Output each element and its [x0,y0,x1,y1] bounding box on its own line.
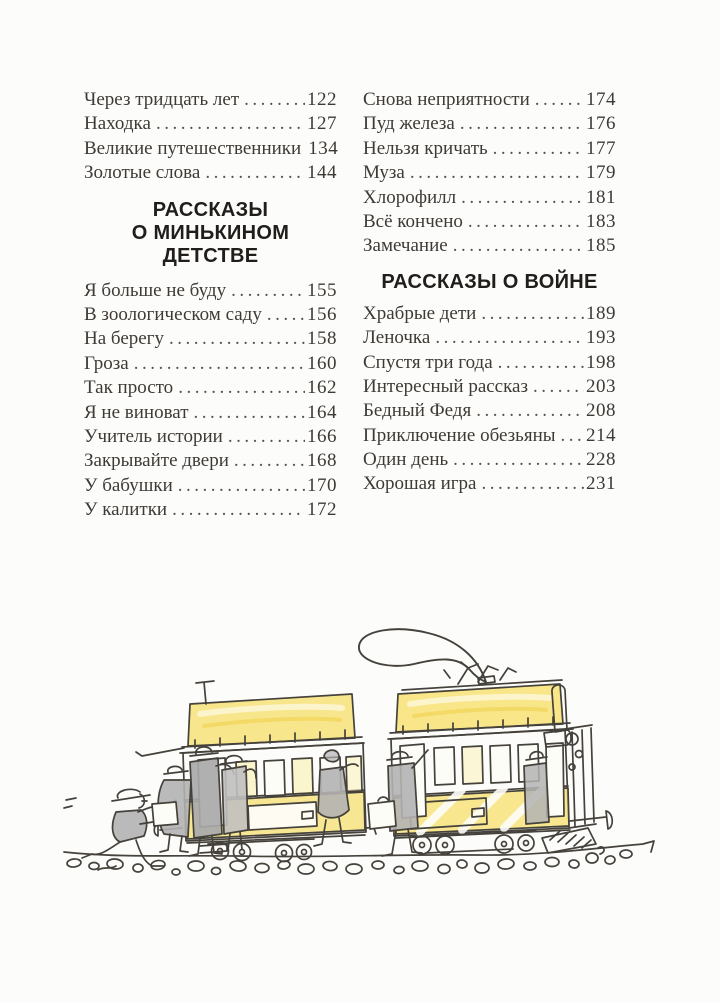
dot-leader [234,449,305,473]
toc-entry-title: Муза [363,162,405,184]
toc-entry-page: 122 [307,89,337,110]
toc-entry-title: Интересный рассказ [363,375,528,397]
toc-entry-title: Бедный Федя [363,400,472,422]
dot-leader [205,161,305,185]
toc-entry-title: Гроза [84,352,129,374]
toc-entry [84,88,337,112]
toc-entry [84,401,337,425]
toc-entry [84,137,337,161]
trolley-wire-loop [359,629,486,682]
toc-entry-title: В зоологическом саду [84,303,262,325]
toc-entry [84,303,337,327]
toc-entry-title: Пуд железа [363,113,455,135]
toc-entry [84,161,337,185]
toc-entry [363,448,616,472]
dot-leader [453,448,584,472]
toc-entry [363,88,616,112]
dot-leader [468,210,584,234]
dot-leader [561,424,584,448]
toc-entry [84,279,337,303]
toc-right-column [363,88,616,522]
toc-entry [363,326,616,350]
toc-entry [84,425,337,449]
toc-entry-page: 231 [586,473,616,495]
toc-entry-page: 181 [586,186,616,208]
toc-entry-title: Спустя три года [363,351,493,373]
dot-leader [156,112,305,136]
dot-leader [476,399,584,423]
section-heading-line: РАССКАЗЫ [152,198,269,221]
toc-entry [363,234,616,258]
toc-entry [363,375,616,399]
pantograph [444,662,516,684]
toc-entry [84,474,337,498]
toc-entry-title: Великие путешественники [84,137,302,159]
dot-leader [231,279,305,303]
toc-entry-page: 127 [307,113,337,135]
dot-leader [178,474,305,498]
toc-entry-page: 203 [586,375,616,397]
cobblestone-track [64,841,654,875]
toc-entry-title: У бабушки [84,474,173,496]
section-heading-line: О МИНЬКИНОМ ДЕТСТВЕ [131,221,290,267]
dot-leader [172,498,305,522]
toc-entry-title: Хорошая игра [363,473,477,495]
toc-entry-title: Я не виноват [84,401,189,423]
toc-entry [84,449,337,473]
toc-entry-title: Так просто [84,377,174,399]
toc-entry-title: Всё кончено [363,210,463,232]
toc-entry-title: Нельзя кричать [363,137,488,159]
dot-leader [178,376,305,400]
section-heading-war-stories: РАССКАЗЫ О ВОЙНЕ [381,270,598,293]
toc-entry [84,352,337,376]
toc-entry-page: 158 [307,328,337,350]
toc-entry-page: 208 [586,400,616,422]
dot-leader [461,186,584,210]
toc-entry [363,424,616,448]
toc-entry-page: 144 [307,162,337,184]
front-platform [565,725,596,828]
toc-entry-page: 166 [307,425,337,447]
dot-leader [435,326,584,350]
toc-entry [363,351,616,375]
toc-entry [84,498,337,522]
dot-leader [267,303,305,327]
toc-entry [363,161,616,185]
toc-entry-page: 170 [307,474,337,496]
toc-entry [363,137,616,161]
toc-entry [363,302,616,326]
toc-entry-title: Храбрые дети [363,302,477,324]
toc-entry [363,186,616,210]
section-heading-minka-childhood [84,199,337,268]
toc-entry-page: 172 [307,499,337,521]
suitcase [368,801,396,829]
toc-entry-title: Закрывайте двери [84,450,229,472]
toc-entry-title: Я больше не буду [84,279,227,301]
toc-entry-title: Снова неприятности [363,89,530,110]
dot-leader [460,112,584,136]
toc-entry-page: 185 [586,235,616,257]
toc-entry-page: 176 [586,113,616,135]
table-of-contents [84,88,616,522]
toc-entry-page: 164 [307,401,337,423]
dot-leader [410,161,584,185]
dot-leader [134,352,305,376]
dot-leader [228,425,305,449]
dot-leader [535,88,584,112]
toc-entry-title: Находка [84,113,151,135]
toc-entry-page: 214 [586,424,616,446]
toc-entry-title: Один день [363,449,449,471]
dot-leader [533,375,584,399]
dot-leader [493,137,584,161]
toc-entry-title: Хлорофилл [363,186,457,208]
toc-entry-title: На берегу [84,328,164,350]
toc-entry-title: Учитель истории [84,425,223,447]
toc-entry [84,376,337,400]
toc-entry-title: У калитки [84,499,168,521]
toc-entry-title: Леночка [363,327,431,349]
toc-entry-title: Замечание [363,235,448,257]
toc-entry-page: 134 [308,137,339,159]
toc-left-column [84,88,337,522]
toc-entry [363,210,616,234]
toc-entry-page: 228 [586,449,616,471]
dot-leader [481,302,584,326]
toc-entry-title: Золотые слова [84,162,201,184]
toc-entry-page: 162 [307,377,337,399]
tram-illustration [58,620,662,900]
trailer-wheels [208,839,314,862]
toc-entry-page: 155 [307,279,337,301]
toc-entry-title: Приключение обезьяны [363,424,556,446]
toc-entry [84,112,337,136]
toc-entry-page: 160 [307,352,337,374]
toc-entry-page: 189 [586,302,616,324]
toc-entry-page: 177 [586,137,616,159]
dot-leader [498,351,584,375]
dot-leader [169,327,305,351]
toc-entry-page: 198 [586,351,616,373]
toc-entry-title: Через тридцать лет [84,89,240,110]
toc-entry [363,112,616,136]
toc-entry-page: 193 [586,327,616,349]
toc-entry-page: 174 [586,89,616,110]
toc-entry [84,327,337,351]
dot-leader [194,401,305,425]
toc-entry [363,472,616,496]
dot-leader [481,472,584,496]
dot-leader [453,234,584,258]
toc-entry-page: 183 [586,210,616,232]
toc-entry-page: 179 [586,162,616,184]
toc-entry [363,399,616,423]
toc-entry-page: 156 [307,303,337,325]
dot-leader [244,88,305,112]
toc-entry-page: 168 [307,450,337,472]
